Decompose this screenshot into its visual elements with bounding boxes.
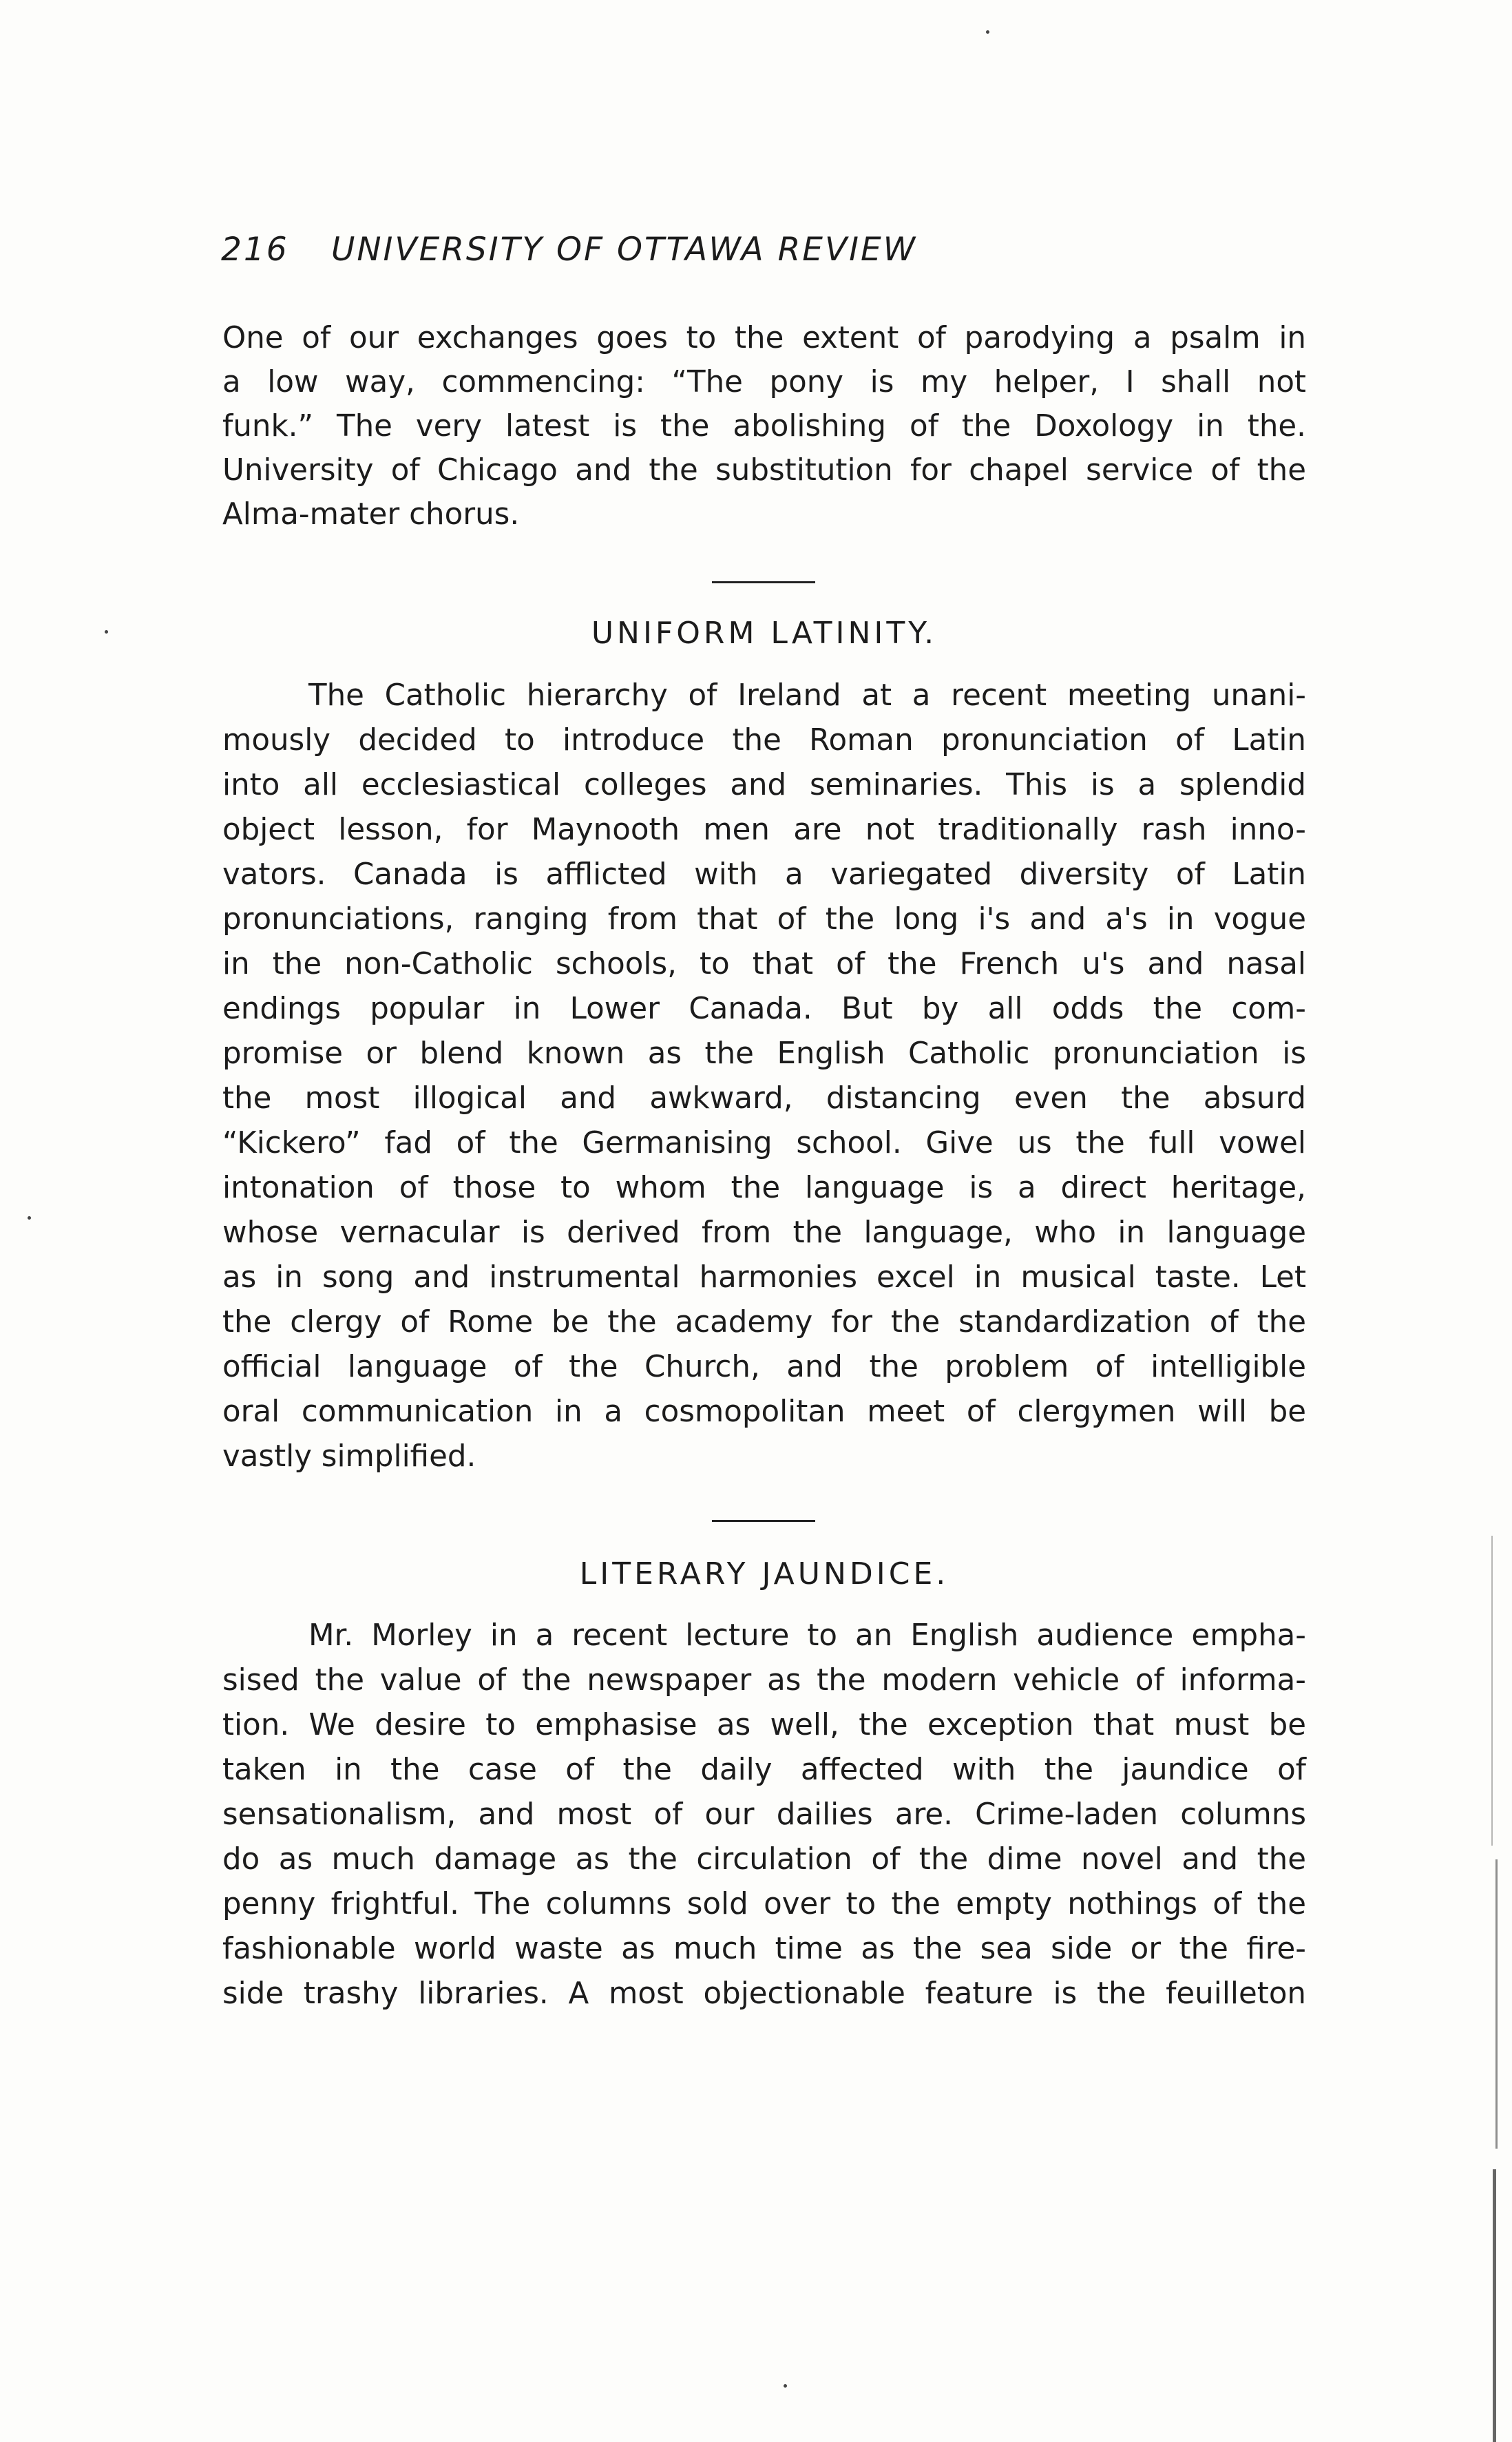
section-rule (712, 1520, 815, 1522)
text-line: official language of the Church, and the problem of intelligible (222, 1350, 1306, 1384)
text-line: the most illogical and awkward, distancing even the absurd (222, 1081, 1306, 1116)
text-line: tion. We desire to emphasise as well, the exception that must be (222, 1708, 1306, 1742)
section-heading: LITERARY JAUNDICE. (579, 1556, 949, 1592)
text-line: a low way, commencing: “The pony is my helper, I shall not (222, 365, 1306, 399)
text-line: intonation of those to whom the language is a direct heritage, (222, 1171, 1306, 1205)
text-line: in the non-Catholic schools, to that of the French u's and nasal (222, 947, 1306, 981)
text-line: object lesson, for Maynooth men are not traditionally rash inno- (222, 813, 1306, 847)
text-line: vators. Canada is afflicted with a variegated diversity of Latin (222, 857, 1306, 892)
scan-speck (105, 630, 108, 634)
scan-speck (784, 2384, 787, 2388)
text-line: the clergy of Rome be the academy for the standardization of the (222, 1305, 1306, 1339)
text-line: Mr. Morley in a recent lecture to an English audience empha- (308, 1618, 1306, 1653)
text-line: promise or blend known as the English Catholic pronunciation is (222, 1036, 1306, 1071)
text-line: oral communication in a cosmopolitan meet of clergymen will be (222, 1395, 1306, 1429)
text-line: funk.” The very latest is the abolishing of the Doxology in the. (222, 409, 1306, 443)
text-line: as in song and instrumental harmonies excel in musical taste. Let (222, 1260, 1306, 1295)
text-line: do as much damage as the circulation of the dime novel and the (222, 1842, 1306, 1877)
text-line: fashionable world waste as much time as the sea side or the fire- (222, 1932, 1306, 1966)
text-line: vastly simplified. (222, 1439, 476, 1474)
text-line: sensationalism, and most of our dailies are. Crime-laden columns (222, 1797, 1306, 1832)
section-heading: UNIFORM LATINITY. (591, 616, 938, 651)
text-line: “Kickero” fad of the Germanising school. Give us the full vowel (222, 1126, 1306, 1160)
scan-speck (986, 30, 989, 34)
text-line: side trashy libraries. A most objectionable feature is the feuilleton (222, 1976, 1306, 2011)
journal-title: UNIVERSITY OF OTTAWA REVIEW (331, 231, 918, 269)
text-line: mously decided to introduce the Roman pronunciation of Latin (222, 723, 1306, 758)
page-number: 216 (221, 231, 289, 269)
text-line: University of Chicago and the substitution for chapel service of the (222, 453, 1306, 488)
text-line: taken in the case of the daily affected with the jaundice of (222, 1753, 1306, 1787)
text-line: endings popular in Lower Canada. But by all odds the com- (222, 992, 1306, 1026)
text-line: whose vernacular is derived from the language, who in language (222, 1215, 1306, 1250)
text-line: sised the value of the newspaper as the modern vehicle of informa- (222, 1663, 1306, 1698)
text-line: The Catholic hierarchy of Ireland at a recent meeting unani- (308, 678, 1306, 713)
text-line: pronunciations, ranging from that of the long i's and a's in vogue (222, 902, 1306, 937)
text-line: penny frightful. The columns sold over to the empty nothings of the (222, 1887, 1306, 1921)
page-edge-shadow (1491, 1536, 1493, 1846)
scan-speck (28, 1216, 31, 1220)
text-line: Alma-mater chorus. (222, 497, 520, 532)
running-header (221, 231, 917, 269)
text-line: into all ecclesiastical colleges and seminaries. This is a splendid (222, 768, 1306, 802)
section-rule (712, 581, 815, 583)
page-edge-shadow (1495, 1859, 1498, 2149)
text-line: One of our exchanges goes to the extent of parodying a psalm in (222, 321, 1306, 355)
page-edge-shadow (1493, 2169, 1496, 2442)
